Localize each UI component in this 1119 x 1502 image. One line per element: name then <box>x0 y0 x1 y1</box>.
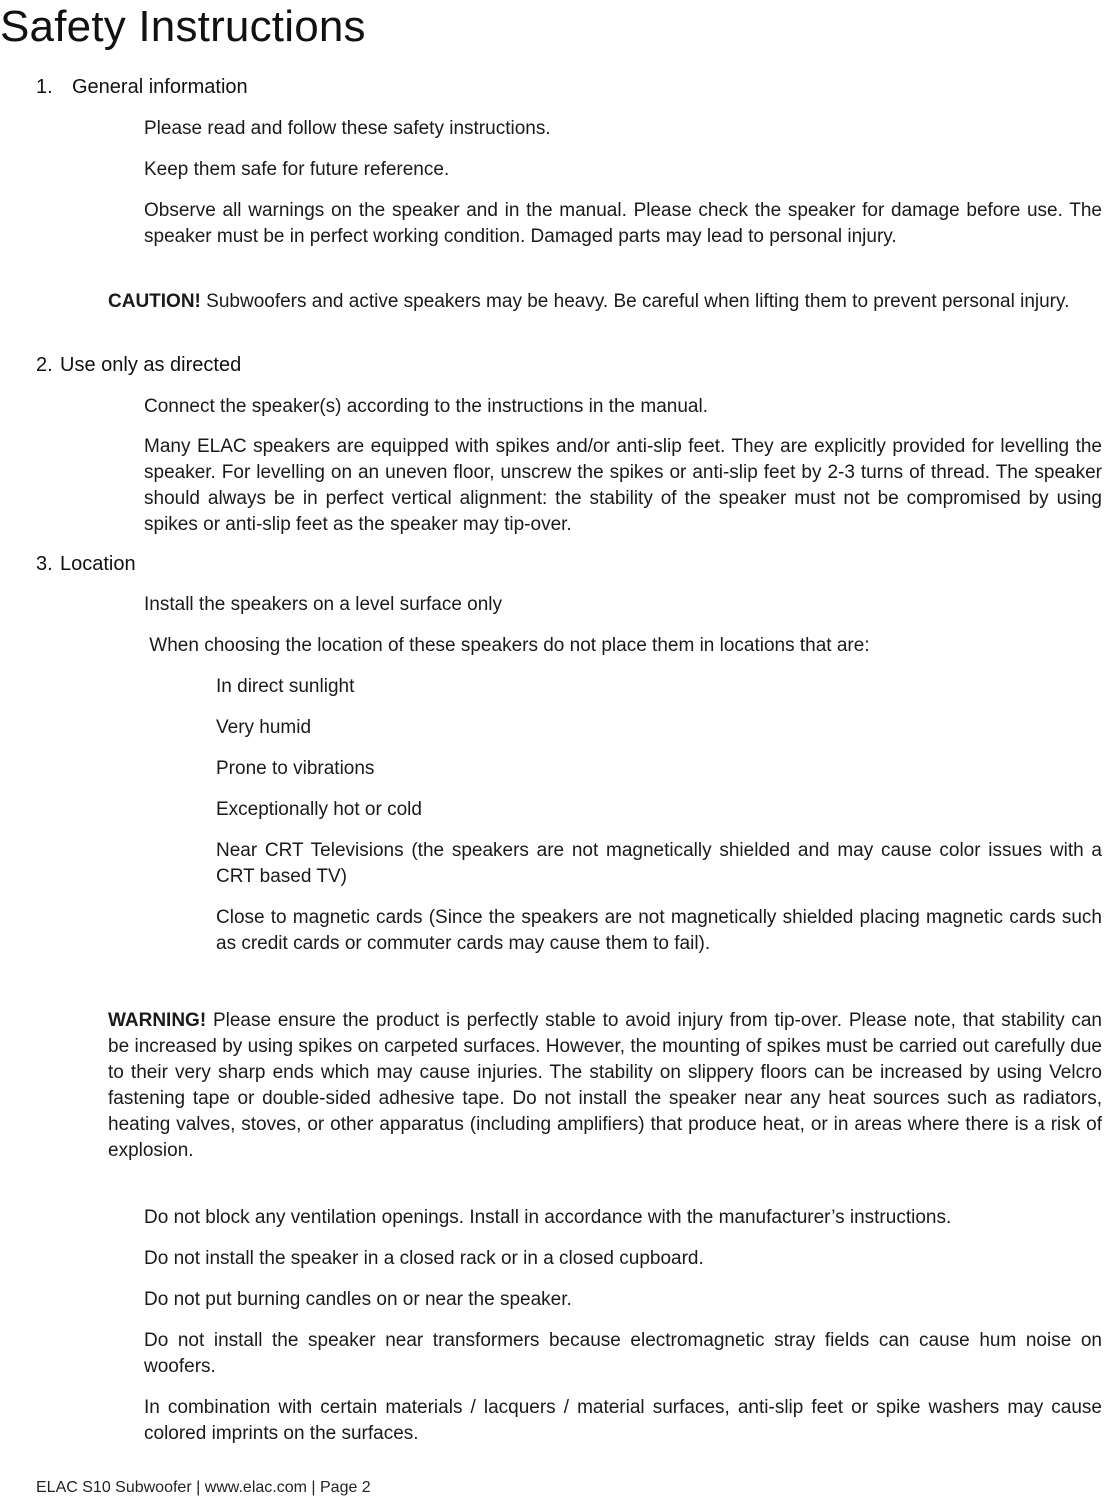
list-item: Close to magnetic cards (Since the speakers are not magnetically shielded placing magnetic cards such as credit cards or commuter cards may cause them to fail). <box>216 907 1102 954</box>
page-title: Safety Instructions <box>0 2 366 51</box>
section-heading-text: Use only as directed <box>60 354 242 376</box>
paragraph: Install the speakers on a level surface only <box>144 594 503 615</box>
warning-text: Please ensure the product is perfectly stable to avoid injury from tip-over. Please note, that stability can be increased by using spikes on carpeted surfaces. However, the mounting of spikes must be carried out carefully due to their very sharp ends which may cause injuries. The stability on slippery floors can be increased by using Velcro fastening tape or double-sided adhesive tape. Do not install the speaker near any heat sources such as radiators, heating valves, stoves, or other apparatus (including amplifiers) that produce heat, or in areas where there is a risk of explosion. <box>108 1010 1102 1161</box>
section-heading-use-only-as-directed <box>36 354 241 377</box>
paragraph: Do not put burning candles on or near the speaker. <box>144 1289 572 1310</box>
section-heading-general-information <box>36 76 248 99</box>
paragraph: Many ELAC speakers are equipped with spikes and/or anti-slip feet. They are explicitly provided for levelling the speaker. For levelling on an uneven floor, unscrew the spikes or anti-slip feet by 2-3 turns of thread. The speaker should always be in perfect vertical alignment: the stability of the speaker must not be compromised by using spikes or anti-slip feet as the speaker may tip-over. <box>144 436 1102 535</box>
caution-paragraph <box>108 289 1102 315</box>
warning-label: WARNING! <box>108 1010 207 1031</box>
section-heading-location <box>36 553 136 576</box>
section-heading-text: Location <box>60 553 136 575</box>
paragraph: Please read and follow these safety instructions. <box>144 118 551 139</box>
section-number: 1. <box>36 76 53 98</box>
list-item: Near CRT Televisions (the speakers are not magnetically shielded and may cause color issues with a CRT based TV) <box>216 840 1102 887</box>
section-heading-text: General information <box>72 76 248 98</box>
paragraph: Connect the speaker(s) according to the instructions in the manual. <box>144 396 708 417</box>
paragraph: Keep them safe for future reference. <box>144 159 450 180</box>
section-number: 3. <box>36 553 53 575</box>
paragraph: In combination with certain materials / lacquers / material surfaces, anti-slip feet or spike washers may cause colored imprints on the surfaces. <box>144 1397 1102 1444</box>
paragraph: Observe all warnings on the speaker and in the manual. Please check the speaker for damage before use. The speaker must be in perfect working condition. Damaged parts may lead to personal injury. <box>144 200 1102 247</box>
list-item: Prone to vibrations <box>216 758 375 779</box>
caution-text: Subwoofers and active speakers may be heavy. Be careful when lifting them to prevent personal injury. <box>200 291 1070 312</box>
caution-label: CAUTION! <box>108 291 201 312</box>
paragraph: When choosing the location of these speakers do not place them in locations that are: <box>144 635 870 656</box>
list-item: Very humid <box>216 717 312 738</box>
paragraph: Do not install the speaker near transformers because electromagnetic stray fields can cause hum noise on woofers. <box>144 1330 1102 1377</box>
warning-paragraph <box>108 1008 1102 1164</box>
paragraph: Do not install the speaker in a closed rack or in a closed cupboard. <box>144 1248 704 1269</box>
paragraph: Do not block any ventilation openings. Install in accordance with the manufacturer’s instructions. <box>144 1207 952 1228</box>
section-number: 2. <box>36 354 53 376</box>
list-item: Exceptionally hot or cold <box>216 799 422 820</box>
list-item: In direct sunlight <box>216 676 355 697</box>
page-footer: ELAC S10 Subwoofer | www.elac.com | Page 2 <box>36 1479 371 1496</box>
